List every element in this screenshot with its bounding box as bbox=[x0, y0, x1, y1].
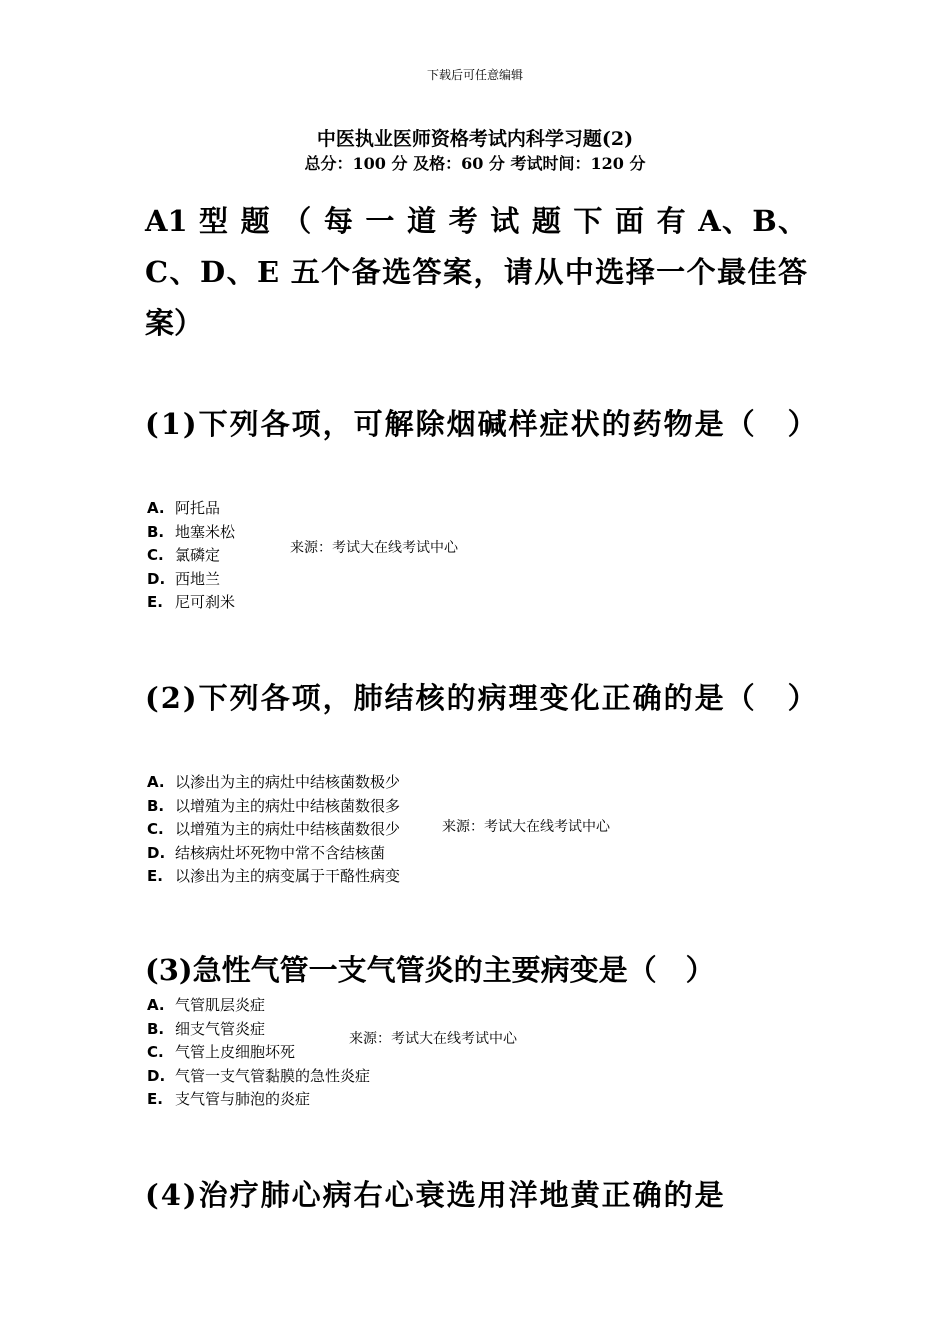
option-c bbox=[147, 818, 400, 842]
option-letter: C. bbox=[147, 1043, 164, 1061]
option-a bbox=[147, 497, 235, 521]
option-c bbox=[147, 544, 235, 568]
option-text: 细支气管炎症 bbox=[175, 1019, 266, 1038]
question-2-stem: (2)下列各项，肺结核的病理变化正确的是（ ） bbox=[145, 681, 819, 715]
option-text: 尼可刹米 bbox=[175, 593, 236, 611]
question-2-source: 来源：考试大在线考试中心 bbox=[442, 819, 610, 835]
option-text: 气管肌层炎症 bbox=[175, 996, 266, 1014]
option-e bbox=[147, 865, 400, 889]
option-letter: C. bbox=[147, 820, 164, 838]
option-letter: C. bbox=[147, 546, 164, 564]
option-letter: D. bbox=[147, 843, 166, 862]
option-b bbox=[147, 521, 235, 545]
document-title: 中医执业医师资格考试内科学习题(2) bbox=[316, 128, 634, 150]
question-4-stem: (4)治疗肺心病右心衰选用洋地黄正确的是 bbox=[145, 1178, 726, 1212]
option-text: 支气管与肺泡的炎症 bbox=[175, 1090, 311, 1108]
option-text: 以渗出为主的病灶中结核菌数极少 bbox=[175, 773, 401, 791]
option-text: 西地兰 bbox=[175, 569, 221, 588]
exam-info: 总分：100 分 及格：60 分 考试时间：120 分 bbox=[304, 154, 646, 173]
option-letter: B. bbox=[147, 522, 165, 541]
option-a bbox=[147, 994, 370, 1018]
option-letter: E. bbox=[147, 867, 163, 885]
option-e bbox=[147, 1088, 370, 1112]
section-heading: A1 型 题 （ 每 一 道 考 试 题 下 面 有 A、B、C、D、E 五个备选答案，请从中选择一个最佳答案） bbox=[145, 204, 807, 340]
question-1-options bbox=[147, 497, 235, 615]
option-letter: B. bbox=[147, 1019, 165, 1038]
option-b bbox=[147, 1018, 370, 1042]
option-text: 以增殖为主的病灶中结核菌数很少 bbox=[175, 820, 401, 838]
question-3-stem: (3)急性气管一支气管炎的主要病变是（ ） bbox=[145, 953, 715, 987]
option-letter: D. bbox=[147, 1066, 166, 1085]
option-text: 氯磷定 bbox=[175, 546, 221, 564]
option-d bbox=[147, 842, 400, 866]
option-e bbox=[147, 591, 235, 615]
question-1-stem: (1)下列各项，可解除烟碱样症状的药物是（ ） bbox=[145, 407, 819, 441]
option-letter: B. bbox=[147, 796, 165, 815]
option-b bbox=[147, 795, 400, 819]
option-d bbox=[147, 568, 235, 592]
option-letter: A. bbox=[147, 773, 165, 791]
option-text: 气管一支气管黏膜的急性炎症 bbox=[175, 1066, 371, 1085]
question-3-source: 来源：考试大在线考试中心 bbox=[349, 1031, 517, 1047]
option-letter: A. bbox=[147, 499, 165, 517]
option-d bbox=[147, 1065, 370, 1089]
question-1-source: 来源：考试大在线考试中心 bbox=[290, 540, 458, 556]
option-text: 地塞米松 bbox=[175, 522, 236, 541]
option-text: 阿托品 bbox=[175, 499, 221, 517]
option-letter: A. bbox=[147, 996, 165, 1014]
option-text: 结核病灶坏死物中常不含结核菌 bbox=[175, 843, 386, 862]
option-text: 气管上皮细胞坏死 bbox=[175, 1043, 296, 1061]
option-letter: E. bbox=[147, 1090, 163, 1108]
question-3-options bbox=[147, 994, 370, 1112]
option-letter: D. bbox=[147, 569, 166, 588]
option-letter: E. bbox=[147, 593, 163, 611]
question-2-options bbox=[147, 771, 400, 889]
option-a bbox=[147, 771, 400, 795]
watermark-text: 下载后可任意编辑 bbox=[426, 68, 523, 82]
option-text: 以渗出为主的病变属于干酪性病变 bbox=[175, 867, 401, 885]
option-c bbox=[147, 1041, 370, 1065]
option-text: 以增殖为主的病灶中结核菌数很多 bbox=[175, 796, 401, 815]
